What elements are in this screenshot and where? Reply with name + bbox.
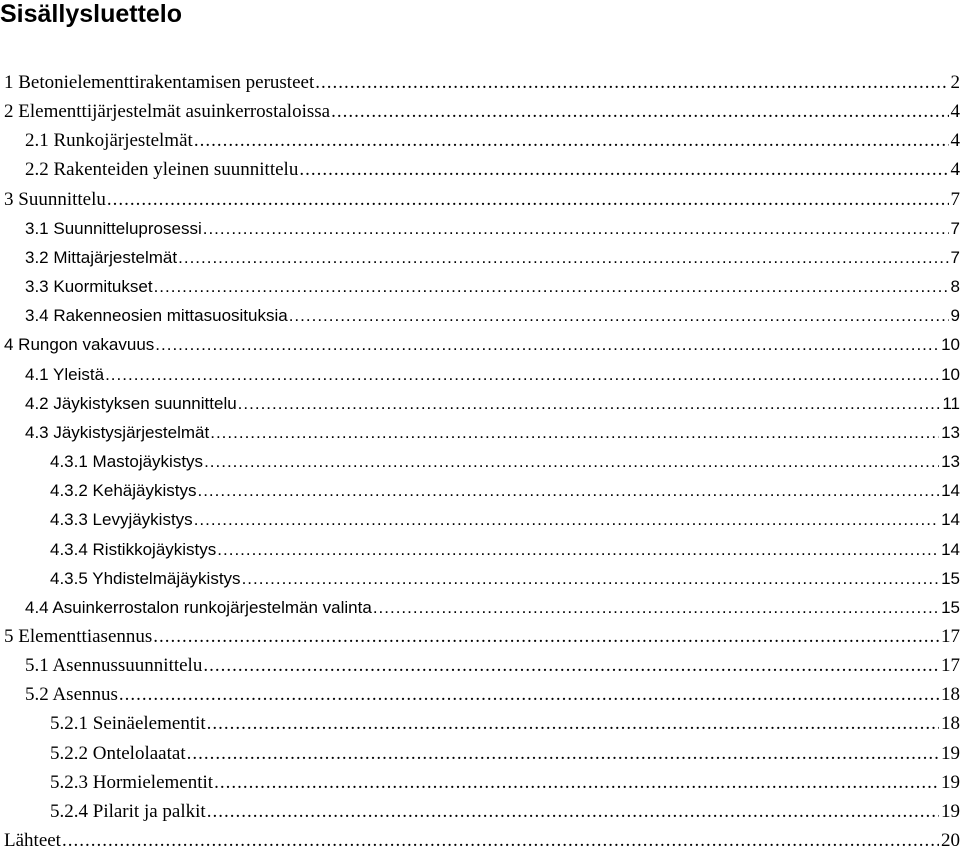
toc-entry[interactable] [0, 272, 960, 301]
toc-entry[interactable] [0, 564, 960, 593]
toc-entry-title: 2 Elementtijärjestelmät asuinkerrostaloissa [4, 97, 330, 126]
toc-entry-page-number: 4 [951, 126, 960, 155]
toc-entry[interactable] [0, 330, 960, 359]
toc-entry-title: 4.3.5 Yhdistelmäjäykistys [50, 564, 241, 593]
toc-entry-page-number: 14 [941, 535, 960, 564]
toc-entry-title: 5.2.1 Seinäelementit [50, 709, 206, 738]
dot-leader [187, 739, 939, 768]
toc-entry-title: 4.3.1 Mastojäykistys [50, 447, 203, 476]
toc-entry-page-number: 18 [941, 680, 960, 709]
toc-entry-title: 4.3.4 Ristikkojäykistys [50, 535, 216, 564]
toc-entry-page-number: 2 [951, 68, 960, 97]
dot-leader [207, 797, 939, 826]
toc-entry-title: 4.2 Jäykistyksen suunnittelu [25, 389, 237, 418]
toc-entry[interactable] [0, 709, 960, 738]
toc-entry-title: 3.1 Suunnitteluprosessi [25, 214, 202, 243]
toc-entry[interactable] [0, 301, 960, 330]
toc-entry-page-number: 7 [951, 243, 960, 272]
toc-entry[interactable] [0, 389, 960, 418]
toc-entry-title: 4 Rungon vakavuus [4, 330, 154, 359]
toc-entry-page-number: 19 [941, 797, 960, 826]
toc-entry-page-number: 11 [942, 389, 960, 418]
toc-entry-title: 3.2 Mittajärjestelmät [25, 243, 177, 272]
toc-entry[interactable] [0, 214, 960, 243]
dot-leader [217, 535, 939, 564]
toc-entry[interactable] [0, 97, 960, 126]
dot-leader [331, 97, 948, 126]
toc-entry-page-number: 17 [941, 622, 960, 651]
toc-entry-title: 5.2 Asennus [25, 680, 118, 709]
toc-entry[interactable] [0, 447, 960, 476]
toc-entry-title: 2.1 Runkojärjestelmät [25, 126, 193, 155]
dot-leader [373, 593, 939, 622]
toc-entry[interactable] [0, 126, 960, 155]
toc-entry-page-number: 7 [951, 185, 960, 214]
toc-entry-page-number: 15 [941, 593, 960, 622]
dot-leader [119, 680, 939, 709]
toc-entry[interactable] [0, 360, 960, 389]
toc-entry-page-number: 20 [941, 826, 960, 855]
toc-entry[interactable] [0, 535, 960, 564]
table-of-contents [0, 68, 960, 855]
toc-entry-page-number: 4 [951, 97, 960, 126]
toc-entry-title: 4.3.3 Levyjäykistys [50, 505, 193, 534]
toc-entry-title: 4.4 Asuinkerrostalon runkojärjestelmän valinta [25, 593, 372, 622]
toc-entry[interactable] [0, 476, 960, 505]
dot-leader [197, 476, 939, 505]
dot-leader [203, 651, 939, 680]
dot-leader [107, 185, 949, 214]
dot-leader [154, 272, 949, 301]
dot-leader [238, 389, 941, 418]
toc-entry[interactable] [0, 593, 960, 622]
toc-entry-page-number: 8 [951, 272, 960, 301]
toc-entry-page-number: 7 [951, 214, 960, 243]
toc-entry[interactable] [0, 155, 960, 184]
toc-entry[interactable] [0, 622, 960, 651]
toc-entry-page-number: 14 [941, 476, 960, 505]
toc-entry[interactable] [0, 739, 960, 768]
toc-entry-page-number: 9 [951, 301, 960, 330]
toc-entry-title: 3.3 Kuormitukset [25, 272, 153, 301]
dot-leader [242, 564, 940, 593]
dot-leader [210, 418, 939, 447]
dot-leader [105, 360, 939, 389]
toc-entry-title: 5.2.2 Ontelolaatat [50, 739, 186, 768]
toc-entry-title: 2.2 Rakenteiden yleinen suunnittelu [25, 155, 298, 184]
toc-entry-title: 1 Betonielementtirakentamisen perusteet [4, 68, 314, 97]
dot-leader [153, 622, 939, 651]
dot-leader [207, 709, 939, 738]
toc-entry-page-number: 13 [941, 447, 960, 476]
toc-entry[interactable] [0, 243, 960, 272]
toc-entry-page-number: 19 [941, 768, 960, 797]
toc-entry-page-number: 4 [951, 155, 960, 184]
toc-entry-page-number: 17 [941, 651, 960, 680]
toc-entry-title: 3 Suunnittelu [4, 185, 106, 214]
dot-leader [62, 826, 939, 855]
toc-entry-page-number: 10 [941, 330, 960, 359]
page-title: Sisällysluettelo [0, 0, 182, 28]
toc-entry[interactable] [0, 797, 960, 826]
dot-leader [315, 68, 948, 97]
dot-leader [214, 768, 939, 797]
toc-entry[interactable] [0, 826, 960, 855]
dot-leader [194, 505, 939, 534]
dot-leader [178, 243, 948, 272]
dot-leader [289, 301, 949, 330]
toc-entry-page-number: 14 [941, 505, 960, 534]
toc-entry-title: 3.4 Rakenneosien mittasuosituksia [25, 301, 288, 330]
dot-leader [204, 447, 939, 476]
dot-leader [194, 126, 949, 155]
toc-entry-page-number: 10 [941, 360, 960, 389]
dot-leader [203, 214, 949, 243]
toc-entry-title: 5.2.4 Pilarit ja palkit [50, 797, 206, 826]
dot-leader [299, 155, 948, 184]
toc-entry[interactable] [0, 651, 960, 680]
toc-entry-title: 5 Elementtiasennus [4, 622, 152, 651]
toc-entry-page-number: 15 [941, 564, 960, 593]
toc-entry[interactable] [0, 185, 960, 214]
toc-entry[interactable] [0, 68, 960, 97]
toc-entry[interactable] [0, 768, 960, 797]
toc-entry-page-number: 13 [941, 418, 960, 447]
toc-entry-title: 4.3 Jäykistysjärjestelmät [25, 418, 209, 447]
dot-leader [155, 330, 939, 359]
toc-entry-page-number: 18 [941, 709, 960, 738]
toc-entry[interactable] [0, 680, 960, 709]
toc-entry-title: 4.1 Yleistä [25, 360, 104, 389]
toc-entry-title: 5.1 Asennussuunnittelu [25, 651, 202, 680]
toc-entry[interactable] [0, 505, 960, 534]
toc-entry[interactable] [0, 418, 960, 447]
toc-entry-title: Lähteet [4, 826, 61, 855]
toc-entry-page-number: 19 [941, 739, 960, 768]
toc-entry-title: 5.2.3 Hormielementit [50, 768, 213, 797]
toc-entry-title: 4.3.2 Kehäjäykistys [50, 476, 196, 505]
